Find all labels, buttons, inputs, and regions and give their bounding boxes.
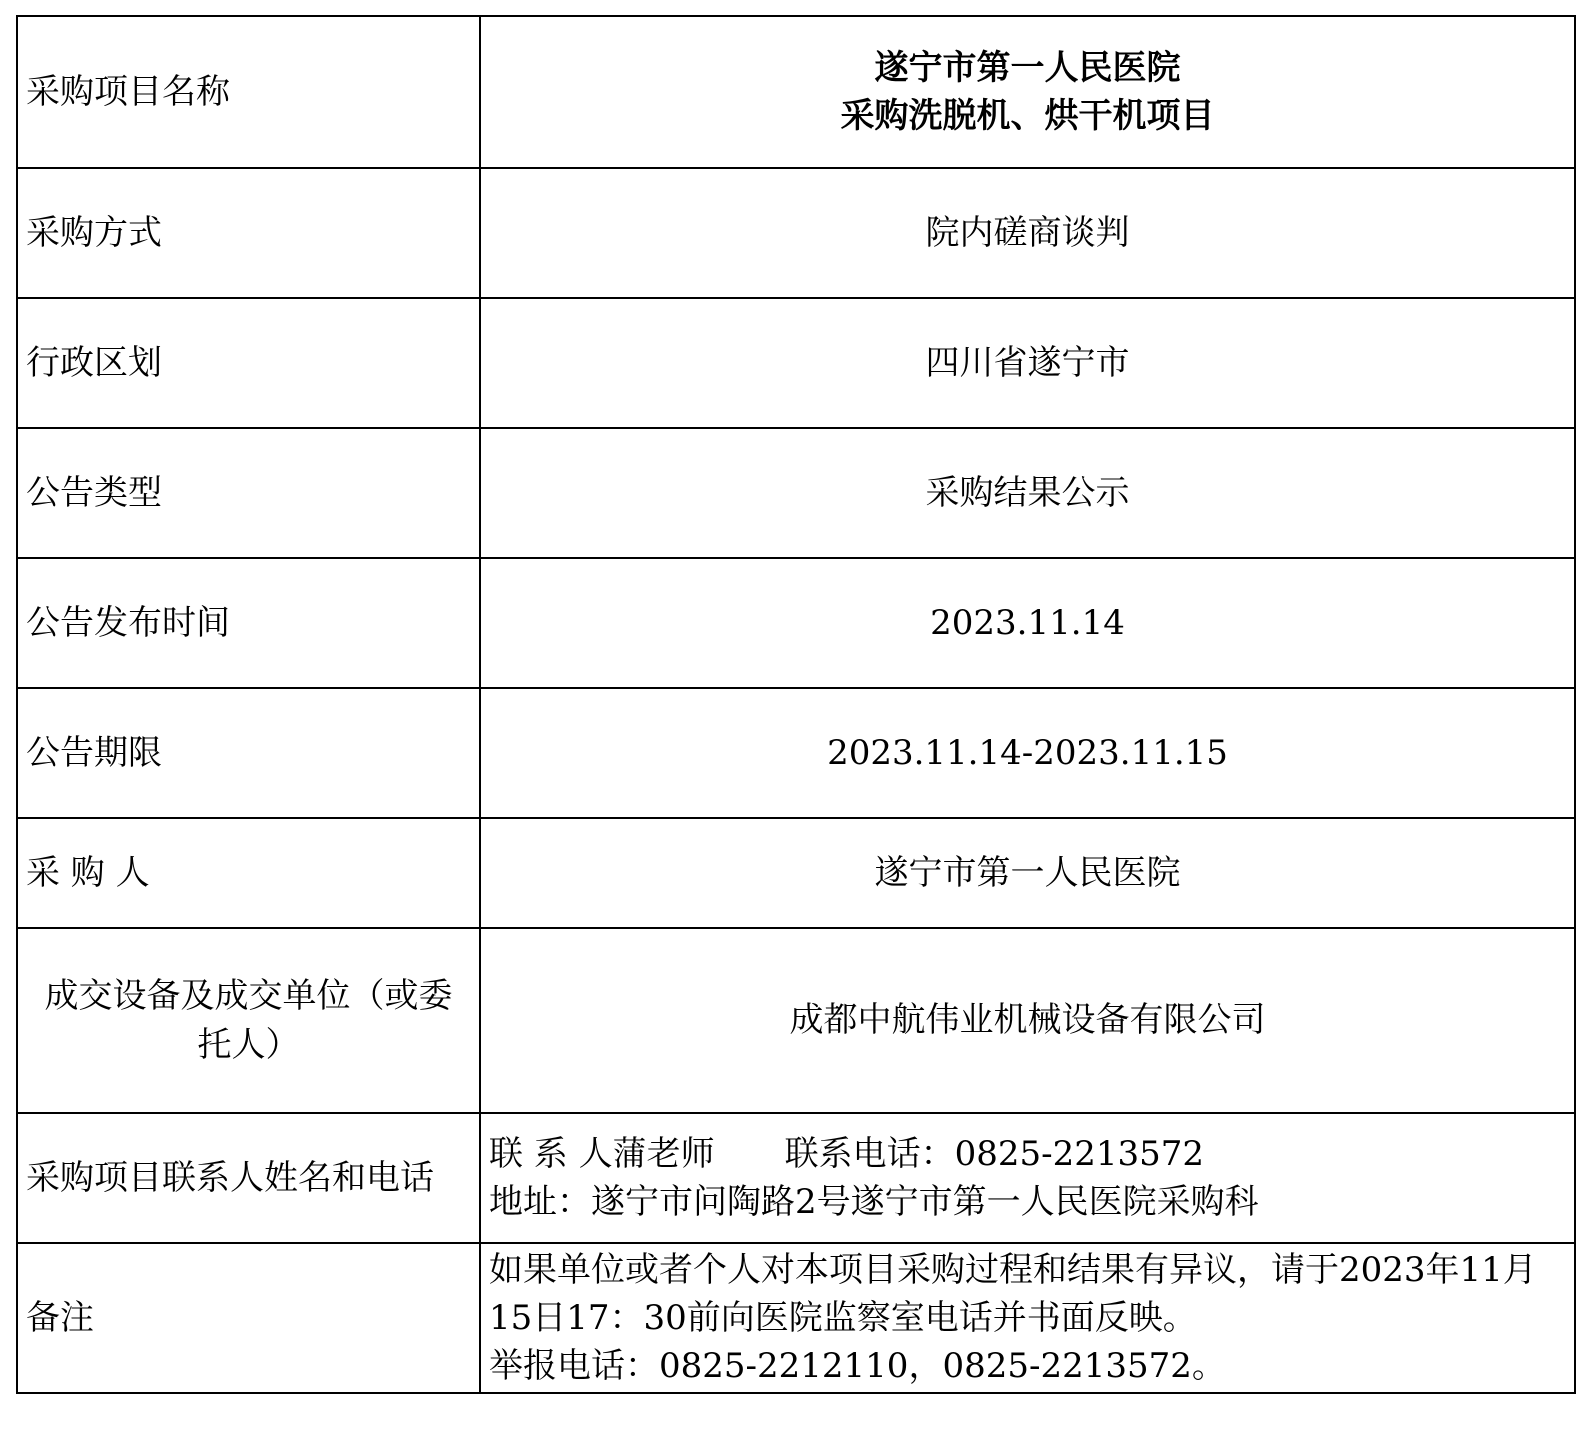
contact-person: 联 系 人蒲老师 bbox=[489, 1133, 715, 1174]
remarks-line1: 如果单位或者个人对本项目采购过程和结果有异议，请于2023年11月 bbox=[489, 1249, 1537, 1290]
row-remarks bbox=[17, 1243, 1575, 1393]
value-winner: 成都中航伟业机械设备有限公司 bbox=[480, 928, 1575, 1113]
remarks-line2: 15日17：30前向医院监察室电话并书面反映。 bbox=[489, 1297, 1197, 1338]
row-method bbox=[17, 168, 1575, 298]
value-region: 四川省遂宁市 bbox=[480, 298, 1575, 428]
contact-line1 bbox=[489, 1130, 1568, 1178]
value-project-name bbox=[480, 16, 1575, 168]
winner-label-line1: 成交设备及成交单位（或委 bbox=[44, 976, 453, 1017]
remarks-line3: 举报电话：0825-2212110，0825-2213572。 bbox=[489, 1346, 1226, 1387]
label-project-name: 采购项目名称 bbox=[17, 16, 480, 168]
row-notice-type bbox=[17, 428, 1575, 558]
label-winner bbox=[17, 928, 480, 1113]
contact-phone: 联系电话：0825-2213572 bbox=[784, 1133, 1205, 1174]
label-method: 采购方式 bbox=[17, 168, 480, 298]
value-method: 院内磋商谈判 bbox=[480, 168, 1575, 298]
row-period bbox=[17, 688, 1575, 818]
row-project-name bbox=[17, 16, 1575, 168]
label-contact: 采购项目联系人姓名和电话 bbox=[17, 1113, 480, 1243]
project-name-line1: 遂宁市第一人民医院 bbox=[874, 47, 1181, 88]
label-notice-type: 公告类型 bbox=[17, 428, 480, 558]
value-contact bbox=[480, 1113, 1575, 1243]
row-publish-time bbox=[17, 558, 1575, 688]
row-contact bbox=[17, 1113, 1575, 1243]
label-publish-time: 公告发布时间 bbox=[17, 558, 480, 688]
label-purchaser: 采 购 人 bbox=[17, 818, 480, 928]
value-purchaser: 遂宁市第一人民医院 bbox=[480, 818, 1575, 928]
value-notice-type: 采购结果公示 bbox=[480, 428, 1575, 558]
value-publish-time: 2023.11.14 bbox=[480, 558, 1575, 688]
contact-address: 地址：遂宁市问陶路2号遂宁市第一人民医院采购科 bbox=[489, 1182, 1259, 1222]
label-remarks: 备注 bbox=[17, 1243, 480, 1393]
value-remarks bbox=[480, 1243, 1575, 1393]
label-region: 行政区划 bbox=[17, 298, 480, 428]
row-winner bbox=[17, 928, 1575, 1113]
value-period: 2023.11.14-2023.11.15 bbox=[480, 688, 1575, 818]
procurement-notice-table bbox=[16, 15, 1576, 1394]
winner-label-line2: 托人） bbox=[197, 1024, 300, 1065]
project-name-line2: 采购洗脱机、烘干机项目 bbox=[840, 96, 1215, 136]
row-region bbox=[17, 298, 1575, 428]
row-purchaser bbox=[17, 818, 1575, 928]
label-period: 公告期限 bbox=[17, 688, 480, 818]
